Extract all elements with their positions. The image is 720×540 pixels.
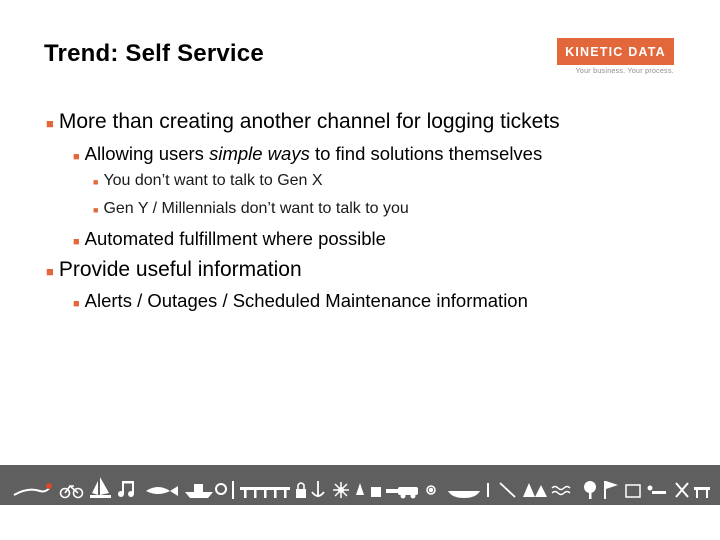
- bullet-marker-icon: ■: [46, 264, 54, 279]
- table-icon: [694, 487, 710, 498]
- red-dot-icon: [46, 483, 52, 489]
- footer-icons: [0, 465, 720, 505]
- bullet-marker-icon: ■: [73, 298, 80, 310]
- bullet-marker-icon: ■: [46, 116, 54, 131]
- bullet-marker-icon: ■: [93, 205, 99, 215]
- house-icon: [371, 487, 381, 497]
- bullet-marker-icon: ■: [73, 151, 80, 163]
- car-icon: [398, 487, 418, 499]
- slide-title: Trend: Self Service: [44, 40, 264, 67]
- sailboat-icon: [90, 477, 111, 498]
- kinetic-data-logo: [557, 38, 674, 78]
- bullet-level1: [46, 110, 560, 134]
- window-icon: [626, 485, 640, 497]
- music-note-icon: [118, 481, 134, 497]
- bullet-emphasis: simple ways: [209, 143, 310, 164]
- waves-icon: [552, 487, 570, 495]
- bullet-marker-icon: ■: [73, 236, 80, 248]
- bench-icon: [386, 489, 398, 498]
- bullet-text: Alerts / Outages / Scheduled Maintenance information: [84, 290, 528, 311]
- sun-icon: [333, 482, 349, 498]
- lifebuoy-icon: [216, 484, 226, 494]
- lock-icon: [296, 483, 306, 498]
- bullet-text: You don’t want to talk to Gen X: [103, 172, 323, 189]
- bullet-text: Gen Y / Millennials don’t want to talk to you: [103, 200, 409, 217]
- bird-icon: [356, 483, 364, 495]
- bullet-marker-icon: ■: [93, 177, 99, 187]
- bullet-level2: [73, 290, 528, 312]
- bullet-text: Automated fulfillment where possible: [84, 228, 386, 249]
- tools-icon: [676, 483, 688, 497]
- bullet-text: Allowing users simple ways to find solutions themselves: [84, 143, 543, 164]
- canoe-icon: [448, 491, 480, 498]
- round-tree-icon: [584, 481, 596, 499]
- wave-icon: [14, 487, 50, 495]
- bullet-level3: [93, 200, 409, 218]
- flag-icon: [604, 481, 618, 499]
- post-icon: [487, 483, 489, 497]
- logo-tagline: Your business. Your process.: [575, 68, 674, 75]
- bridge-icon: [240, 487, 290, 498]
- tree-icon: [523, 483, 547, 497]
- swimmer-icon: [648, 486, 667, 495]
- fish-icon: [146, 486, 178, 496]
- flower-icon: [427, 486, 435, 494]
- bullet-level3: [93, 172, 323, 190]
- boat-icon: [185, 484, 213, 498]
- bicycle-icon: [61, 486, 83, 498]
- ski-icon: [500, 483, 515, 497]
- footer-icon-strip: [0, 465, 720, 505]
- logo-wordmark: KINETIC DATA: [557, 38, 674, 65]
- bullet-text: Provide useful information: [58, 258, 302, 281]
- bullet-level1: [46, 258, 302, 282]
- pole-icon: [232, 481, 234, 499]
- bullet-text: More than creating another channel for logging tickets: [58, 110, 560, 133]
- bullet-level2: [73, 143, 542, 165]
- anchor-icon: [312, 481, 324, 497]
- bullet-level2: [73, 228, 386, 250]
